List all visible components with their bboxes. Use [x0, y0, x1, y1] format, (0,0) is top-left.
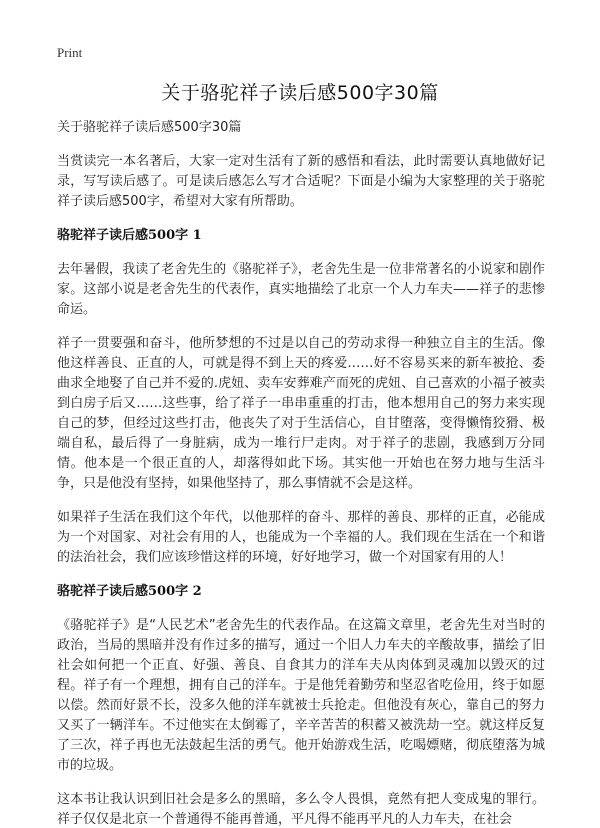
section-2-paragraph-2: 这本书让我认识到旧社会是多么的黑暗，多么令人畏惧，竟然有把人变成鬼的罪行。祥子仅仅是北京一个普通得不能再普通，平凡得不能再平凡的人力车夫，在社会: [57, 792, 545, 827]
page-title: 关于骆驼祥子读后感500字30篇: [161, 82, 439, 104]
section-1-paragraph-1: 去年暑假，我读了老舍先生的《骆驼祥子》，老舍先生是一位非常著名的小说家和剧作家。这部小说是老舍先生的代表作，真实地描绘了北京一个人力车夫——祥子的悲惨命运。: [57, 262, 545, 317]
section-heading-1: 骆驼祥子读后感500字 1: [57, 228, 202, 243]
intro-paragraph: 当赏读完一本名著后，大家一定对生活有了新的感悟和看法，此时需要认真地做好记录，写写读后感了。可是读后感怎么写才合适呢？下面是小编为大家整理的关于骆驼祥子读后感500字，希望对大家有所帮助。: [57, 154, 545, 209]
print-label[interactable]: Print: [57, 45, 83, 60]
section-heading-2: 骆驼祥子读后感500字 2: [57, 584, 202, 599]
article-subtitle: 关于骆驼祥子读后感500字30篇: [57, 120, 242, 135]
article-body: [57, 118, 545, 828]
section-1-paragraph-2: 祥子一贯要强和奋斗，他所梦想的不过是以自己的劳动求得一种独立自主的生活。像他这样善良、正直的人，可就是得不到上天的疼爱……好不容易买来的新车被抢、委曲求全地娶了自己并不爱的.虎妞、卖车安葬难产而死的虎妞、自己喜欢的小福子被卖到白房子后又……这些事，给了祥子一串串重重的打击，他本想用自己的努力来实现自己的梦，但经过这些打击，他丧失了对于生活信心，自甘堕落，变得懒惰狡猾、极端自私，最后得了一身脏病，成为一堆行尸走肉。对于祥子的悲剧，我感到万分同情。他本是一个很正直的人，却落得如此下场。其实他一开始也在努力地与生活斗争，只是他没有坚持，如果他坚持了，那么事情就不会是这样。: [57, 336, 545, 491]
section-1-paragraph-3: 如果祥子生活在我们这个年代，以他那样的奋斗、那样的善良、那样的正直，必能成为一个对国家、对社会有用的人，也能成为一个幸福的人。我们现在生活在一个和谐的法治社会，我们应该珍惜这样的环境，好好地学习，做一个对国家有用的人！: [57, 510, 545, 565]
section-2-paragraph-1: 《骆驼祥子》是“人民艺术”老舍先生的代表作品。在这篇文章里，老舍先生对当时的政治，当局的黑暗并没有作过多的描写，通过一个旧人力车夫的辛酸故事，描绘了旧社会如何把一个正直、好强、善良、自食其力的洋车夫从肉体到灵魂加以毁灭的过程。祥子有一个理想，拥有自己的洋车。于是他凭着勤劳和坚忍省吃俭用，终于如愿以偿。然而好景不长，没多久他的洋车就被士兵抢走。但他没有灰心，靠自己的努力又买了一辆洋车。不过他实在太倒霉了，辛辛苦苦的积蓄又被洗劫一空。就这样反复了三次，祥子再也无法鼓起生活的勇气。他开始游戏生活，吃喝嫖赌，彻底堕落为城市的垃圾。: [57, 618, 545, 773]
